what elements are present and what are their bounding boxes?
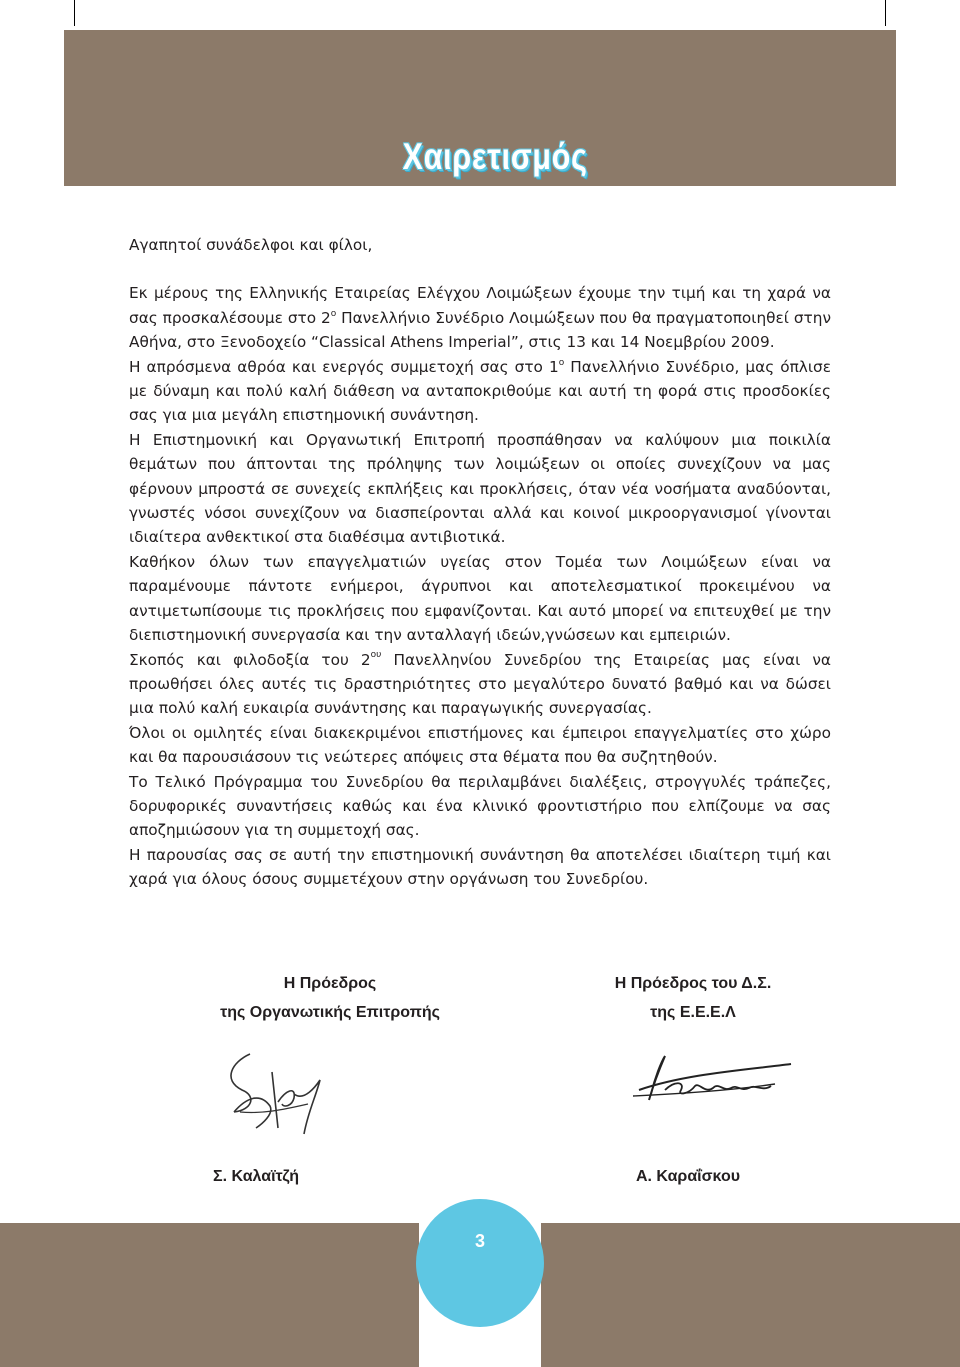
paragraph (129, 355, 831, 428)
role-title: της Ε.Ε.Ε.Λ (650, 1004, 736, 1021)
paragraph-text: Εκ μέρους της Ελληνικής Εταιρείας Ελέγχου Λοιμώξεων έχουμε την τιμή και τη χαρά να σας προσκαλέσουμε στο 2 (129, 284, 831, 327)
greeting: Αγαπητοί συνάδελφοι και φίλοι, (129, 236, 373, 254)
paragraph: Όλοι οι ομιλητές είναι διακεκριμένοι επιστήμονες και έμπειροι επαγγελματίες στο χώρο και θα παρουσιάσουν τις νεώτερες απόψεις στα θέματα που θα συζητηθούν. (129, 723, 831, 767)
superscript: ου (370, 650, 382, 661)
paragraph: Η παρουσίας σας σε αυτή την επιστημονική συνάντηση θα αποτελέσει ιδιαίτερη τιμή και χαρά για όλους όσους συμμετέχουν στην οργάνωση του Συνεδρίου. (129, 845, 831, 889)
signatory-role-right (548, 969, 838, 1027)
superscript: ο (330, 308, 337, 319)
paragraph (129, 281, 831, 354)
page-number: 3 (474, 1231, 485, 1251)
letter-body (129, 233, 831, 892)
paragraph-text: Σκοπός και φιλοδοξία του 2 (129, 650, 371, 669)
signatory-name-right: Α. Καραΐσκου (635, 1168, 741, 1185)
paragraph-text: Πανελλήνιο Συνέδριο, μας όπλισε με δύναμη και πολύ καλή διάθεση να ανταποκριθούμε και αυτή τη φορά στις προσδοκίες σας για μια μεγάλη επιστημονική συνάντηση. (129, 357, 831, 425)
role-title: Η Πρόεδρος του Δ.Σ. (614, 975, 772, 992)
paragraph-text: Πανελλήνιο Συνέδριο Λοιμώξεων που θα πραγματοποιηθεί στην Αθήνα, στο Ξενοδοχείο “Classical Athens Imperial”, στις 13 και 14 Νοεμβρίου 2009. (129, 308, 831, 352)
paragraph: Η Επιστημονική και Οργανωτική Επιτροπή προσπάθησαν να καλύψουν μια ποικιλία θεμάτων που άπτονται της πρόληψης των λοιμώξεων οι οποίες συνεχίζουν να μας φέρνουν μπροστά σε συνεχείς εκπλήξεις και προκλήσεις, όταν νέα νοσήματα αναδύονται, γνωστές νόσοι συνεχίζουν να διασπείρονται αλλά και κοινοί μικροοργανισμοί γίνονται ιδιαίτερα ανθεκτικοί στα διαθέσιμα αντιβιοτικά. (129, 430, 831, 547)
paragraph: Το Τελικό Πρόγραμμα του Συνεδρίου θα περιλαμβάνει διαλέξεις, στρογγυλές τράπεζες, δορυφορικές συναντήσεις καθώς και ένα κλινικό φροντιστήριο που ελπίζουμε να σας αποζημιώσουν για τη συμμετοχή σας. (129, 772, 831, 840)
page-number-circle (416, 1199, 544, 1327)
role-title: Η Πρόεδρος (283, 975, 377, 992)
signature-left (212, 1032, 342, 1142)
signature-right (625, 1050, 795, 1115)
signatory-role-left (130, 969, 530, 1027)
paragraph: Καθήκον όλων των επαγγελματιών υγείας στον Τομέα των Λοιμώξεων είναι να παραμένουμε πάντοτε ενήμεροι, άγρυπνοι και αποτελεσματικοί προκειμένου να αντιμετωπίσουμε τις προκλήσεις που εμφανίζονται. Και αυτό μπορεί να επιτευχθεί με την διεπιστημονική συνεργασία και την ανταλλαγή ιδεών,γνώσεων και εμπειριών. (129, 552, 831, 645)
paragraph-text: Η απρόσμενα αθρόα και ενεργός συμμετοχή σας στο 1 (129, 357, 559, 376)
footer-band-right (541, 1223, 960, 1367)
paragraph-text: Πανελληνίου Συνεδρίου της Εταιρείας μας είναι να προωθήσει όλες αυτές τις δραστηριότητες στο μεγαλύτερο δυνατό βαθμό και να δώσει μια πολύ καλή ευκαιρία συνάντησης και παραγωγικής συνεργασίας. (129, 650, 831, 718)
footer-band-left (0, 1223, 419, 1367)
page-title: Χαιρετισμός (402, 136, 588, 177)
paragraph (129, 648, 831, 721)
superscript: ο (558, 357, 565, 368)
signatory-name-left: Σ. Καλαϊτζή (213, 1168, 299, 1185)
header-band (64, 30, 896, 186)
role-title: της Οργανωτικής Επιτροπής (220, 1004, 440, 1021)
crop-mark (74, 0, 75, 26)
crop-mark (885, 0, 886, 26)
